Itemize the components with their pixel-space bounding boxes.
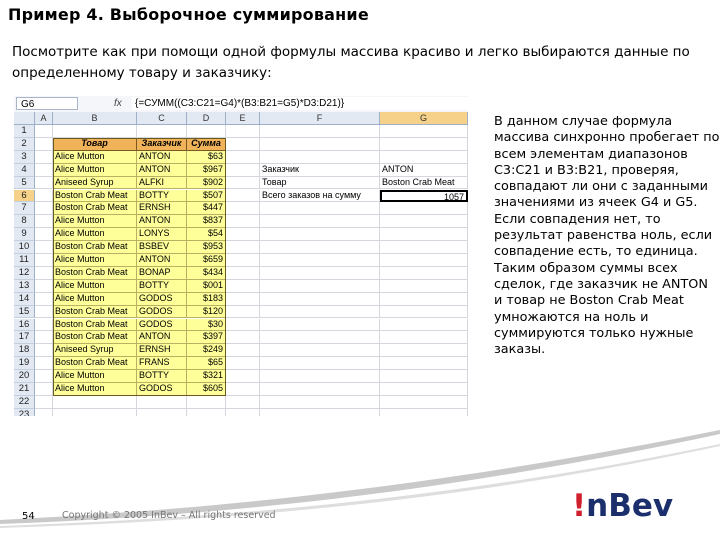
table-cell[interactable]: $902 [187, 177, 226, 190]
cell[interactable] [226, 190, 260, 203]
table-cell[interactable]: Alice Mutton [53, 164, 137, 177]
row-header-16[interactable]: 16 [14, 319, 35, 332]
cell[interactable] [380, 151, 468, 164]
row-header-5[interactable]: 5 [14, 177, 35, 190]
column-header-c[interactable]: C [137, 112, 187, 125]
cell[interactable] [260, 383, 380, 396]
customer-value[interactable]: ANTON [380, 164, 468, 177]
table-cell[interactable]: $967 [187, 164, 226, 177]
table-cell[interactable]: Boston Crab Meat [53, 202, 137, 215]
slide-title: Пример 4. Выборочное суммирование [8, 5, 369, 24]
row-header-2[interactable]: 2 [14, 138, 35, 151]
cell[interactable] [260, 331, 380, 344]
row-header-13[interactable]: 13 [14, 280, 35, 293]
table-cell[interactable]: $30 [187, 319, 226, 332]
fx-icon[interactable]: fx [114, 98, 122, 109]
cell[interactable] [187, 125, 226, 138]
table-cell[interactable]: Alice Mutton [53, 280, 137, 293]
intro-text: Посмотрите как при помощи одной формулы массива красиво и легко выбираются данные по определенному товару и заказчику: [12, 44, 690, 81]
cell[interactable] [380, 241, 468, 254]
table-cell[interactable]: Alice Mutton [53, 254, 137, 267]
table-cell[interactable]: GODOS [137, 383, 187, 396]
logo-mark: ! [572, 488, 587, 524]
table-cell[interactable]: ANTON [137, 331, 187, 344]
cell[interactable] [226, 215, 260, 228]
table-header-cell[interactable]: Заказчик [137, 138, 187, 151]
table-cell[interactable]: LONYS [137, 228, 187, 241]
cell[interactable] [226, 151, 260, 164]
cell[interactable] [380, 370, 468, 383]
table-cell[interactable]: $001 [187, 280, 226, 293]
cell[interactable] [380, 280, 468, 293]
cell[interactable] [137, 125, 187, 138]
table-cell[interactable]: $54 [187, 228, 226, 241]
sheet-corner[interactable] [14, 112, 35, 125]
cell[interactable] [380, 138, 468, 151]
table-cell[interactable]: Boston Crab Meat [53, 190, 137, 203]
row-header-3[interactable]: 3 [14, 151, 35, 164]
cell[interactable] [260, 370, 380, 383]
page-number: 54 [22, 511, 35, 522]
table-cell[interactable]: GODOS [137, 306, 187, 319]
table-cell[interactable]: BOTTY [137, 370, 187, 383]
cell[interactable] [35, 319, 53, 332]
cell[interactable] [35, 164, 53, 177]
cell[interactable] [226, 267, 260, 280]
result-value-cell[interactable]: 1057 [380, 190, 468, 203]
table-cell[interactable]: Alice Mutton [53, 293, 137, 306]
row-header-7[interactable]: 7 [14, 202, 35, 215]
table-cell[interactable]: Alice Mutton [53, 383, 137, 396]
table-cell[interactable]: $65 [187, 357, 226, 370]
customer-label[interactable]: Заказчик [260, 164, 380, 177]
cell[interactable] [260, 215, 380, 228]
cell[interactable] [260, 280, 380, 293]
inbev-logo [572, 488, 673, 522]
table-cell[interactable]: Alice Mutton [53, 215, 137, 228]
cell[interactable] [53, 125, 137, 138]
row-header-18[interactable]: 18 [14, 344, 35, 357]
cell[interactable] [260, 344, 380, 357]
table-cell[interactable]: ALFKI [137, 177, 187, 190]
product-value[interactable]: Boston Crab Meat [380, 177, 468, 190]
table-cell[interactable]: $837 [187, 215, 226, 228]
logo-text: nBev [586, 488, 674, 524]
cell[interactable] [226, 293, 260, 306]
row-header-9[interactable]: 9 [14, 228, 35, 241]
table-cell[interactable]: $659 [187, 254, 226, 267]
table-cell[interactable]: $183 [187, 293, 226, 306]
cell[interactable] [35, 215, 53, 228]
row-header-20[interactable]: 20 [14, 370, 35, 383]
row-header-17[interactable]: 17 [14, 331, 35, 344]
cell[interactable] [35, 190, 53, 203]
table-cell[interactable]: Boston Crab Meat [53, 267, 137, 280]
table-cell[interactable]: $321 [187, 370, 226, 383]
row-header-12[interactable]: 12 [14, 267, 35, 280]
table-cell[interactable]: ANTON [137, 151, 187, 164]
cell[interactable] [35, 331, 53, 344]
table-cell[interactable]: ERNSH [137, 202, 187, 215]
cell[interactable] [226, 319, 260, 332]
cell[interactable] [226, 125, 260, 138]
cell[interactable] [380, 319, 468, 332]
table-cell[interactable]: ERNSH [137, 344, 187, 357]
copyright-text: Copyright © 2005 InBev – All rights reserved [62, 510, 276, 521]
cell[interactable] [380, 344, 468, 357]
row-header-14[interactable]: 14 [14, 293, 35, 306]
cell[interactable] [226, 383, 260, 396]
table-cell[interactable]: Alice Mutton [53, 151, 137, 164]
table-cell[interactable]: Boston Crab Meat [53, 319, 137, 332]
cell[interactable] [380, 228, 468, 241]
cell[interactable] [226, 370, 260, 383]
row-header-1[interactable]: 1 [14, 125, 35, 138]
cell[interactable] [35, 357, 53, 370]
cell[interactable] [226, 202, 260, 215]
cell[interactable] [226, 241, 260, 254]
spreadsheet [14, 96, 468, 416]
cell[interactable] [35, 344, 53, 357]
row-header-8[interactable]: 8 [14, 215, 35, 228]
table-cell[interactable]: BSBEV [137, 241, 187, 254]
cell[interactable] [35, 151, 53, 164]
cell[interactable] [35, 280, 53, 293]
column-header-b[interactable]: B [53, 112, 137, 125]
table-cell[interactable]: GODOS [137, 319, 187, 332]
table-cell[interactable]: $953 [187, 241, 226, 254]
table-cell[interactable]: Boston Crab Meat [53, 306, 137, 319]
cell[interactable] [260, 254, 380, 267]
cell[interactable] [226, 228, 260, 241]
table-cell[interactable]: $605 [187, 383, 226, 396]
row-header-19[interactable]: 19 [14, 357, 35, 370]
cell[interactable] [260, 293, 380, 306]
cell[interactable] [380, 254, 468, 267]
row-header-21[interactable]: 21 [14, 383, 35, 396]
table-cell[interactable]: Boston Crab Meat [53, 241, 137, 254]
product-label[interactable]: Товар [260, 177, 380, 190]
table-cell[interactable]: $507 [187, 190, 226, 203]
cell[interactable] [35, 293, 53, 306]
cell[interactable] [35, 370, 53, 383]
table-cell[interactable]: ANTON [137, 164, 187, 177]
table-cell[interactable]: GODOS [137, 293, 187, 306]
table-cell[interactable]: BONAP [137, 267, 187, 280]
cell[interactable] [260, 228, 380, 241]
table-header-cell[interactable]: Товар [53, 138, 137, 151]
table-cell[interactable]: $63 [187, 151, 226, 164]
cell[interactable] [226, 331, 260, 344]
table-cell[interactable]: Alice Mutton [53, 370, 137, 383]
row-header-10[interactable]: 10 [14, 241, 35, 254]
explanation-text: В данном случае формула массива синхронно пробегает по всем элементам диапазонов C3:C21 и B3:B21, проверяя, совпадают ли они с заданными значениями из ячеек G4 и G5. Если совпадения нет, то результат равенства ноль, если совпадение есть, то единица. Таким образом суммы всех сделок, где заказчик не ANTON и товар не Boston Crab Meat умножаются на ноль и суммируются только нужные заказы. [494, 114, 720, 358]
column-header-e[interactable]: E [226, 112, 260, 125]
row-header-22[interactable]: 22 [14, 396, 35, 409]
cell[interactable] [35, 138, 53, 151]
formula-bar [14, 96, 468, 113]
table-cell[interactable]: $434 [187, 267, 226, 280]
cell[interactable] [226, 280, 260, 293]
table-cell[interactable]: Boston Crab Meat [53, 357, 137, 370]
table-cell[interactable]: ANTON [137, 215, 187, 228]
cell[interactable] [226, 357, 260, 370]
cell[interactable] [226, 306, 260, 319]
cell[interactable] [380, 383, 468, 396]
cell[interactable] [380, 306, 468, 319]
cell[interactable] [226, 164, 260, 177]
column-header-f[interactable]: F [260, 112, 380, 125]
formula-input[interactable]: {=СУММ((C3:C21=G4)*(B3:B21=G5)*D3:D21)} [132, 97, 468, 110]
cell[interactable] [226, 254, 260, 267]
cell[interactable] [260, 306, 380, 319]
row-header-15[interactable]: 15 [14, 306, 35, 319]
table-cell[interactable]: Aniseed Syrup [53, 344, 137, 357]
row-header-6[interactable]: 6 [14, 190, 35, 203]
cell[interactable] [260, 319, 380, 332]
cell[interactable] [380, 293, 468, 306]
cell[interactable] [35, 125, 53, 138]
cell[interactable] [380, 357, 468, 370]
cell[interactable] [35, 202, 53, 215]
table-cell[interactable]: Boston Crab Meat [53, 331, 137, 344]
cell[interactable] [260, 138, 380, 151]
table-cell[interactable]: FRANS [137, 357, 187, 370]
cell[interactable] [35, 254, 53, 267]
table-cell[interactable]: Aniseed Syrup [53, 177, 137, 190]
cell[interactable] [35, 383, 53, 396]
cell[interactable] [226, 177, 260, 190]
row-header-4[interactable]: 4 [14, 164, 35, 177]
cell[interactable] [260, 151, 380, 164]
table-header-cell[interactable]: Сумма [187, 138, 226, 151]
table-cell[interactable]: BOTTY [137, 190, 187, 203]
cell[interactable] [260, 202, 380, 215]
column-header-a[interactable]: A [35, 112, 53, 125]
cell[interactable] [260, 357, 380, 370]
table-cell[interactable]: $249 [187, 344, 226, 357]
table-cell[interactable]: Alice Mutton [53, 228, 137, 241]
table-cell[interactable]: BOTTY [137, 280, 187, 293]
column-header-d[interactable]: D [187, 112, 226, 125]
table-cell[interactable]: $120 [187, 306, 226, 319]
cell[interactable] [380, 125, 468, 138]
cell[interactable] [380, 331, 468, 344]
cell[interactable] [35, 177, 53, 190]
cell[interactable] [226, 138, 260, 151]
cell[interactable] [35, 267, 53, 280]
table-cell[interactable]: $397 [187, 331, 226, 344]
cell[interactable] [380, 267, 468, 280]
cell[interactable] [260, 267, 380, 280]
column-header-g[interactable]: G [380, 112, 468, 125]
row-header-23[interactable]: 23 [14, 409, 35, 416]
cell[interactable] [35, 228, 53, 241]
cell[interactable] [226, 344, 260, 357]
cell[interactable] [35, 306, 53, 319]
name-box[interactable]: G6 [16, 97, 78, 110]
cell[interactable] [380, 202, 468, 215]
cell[interactable] [260, 241, 380, 254]
cell[interactable] [35, 241, 53, 254]
row-header-11[interactable]: 11 [14, 254, 35, 267]
cell[interactable] [380, 215, 468, 228]
table-cell[interactable]: $447 [187, 202, 226, 215]
cell[interactable] [260, 125, 380, 138]
result-label[interactable]: Всего заказов на сумму [260, 190, 380, 203]
table-cell[interactable]: ANTON [137, 254, 187, 267]
